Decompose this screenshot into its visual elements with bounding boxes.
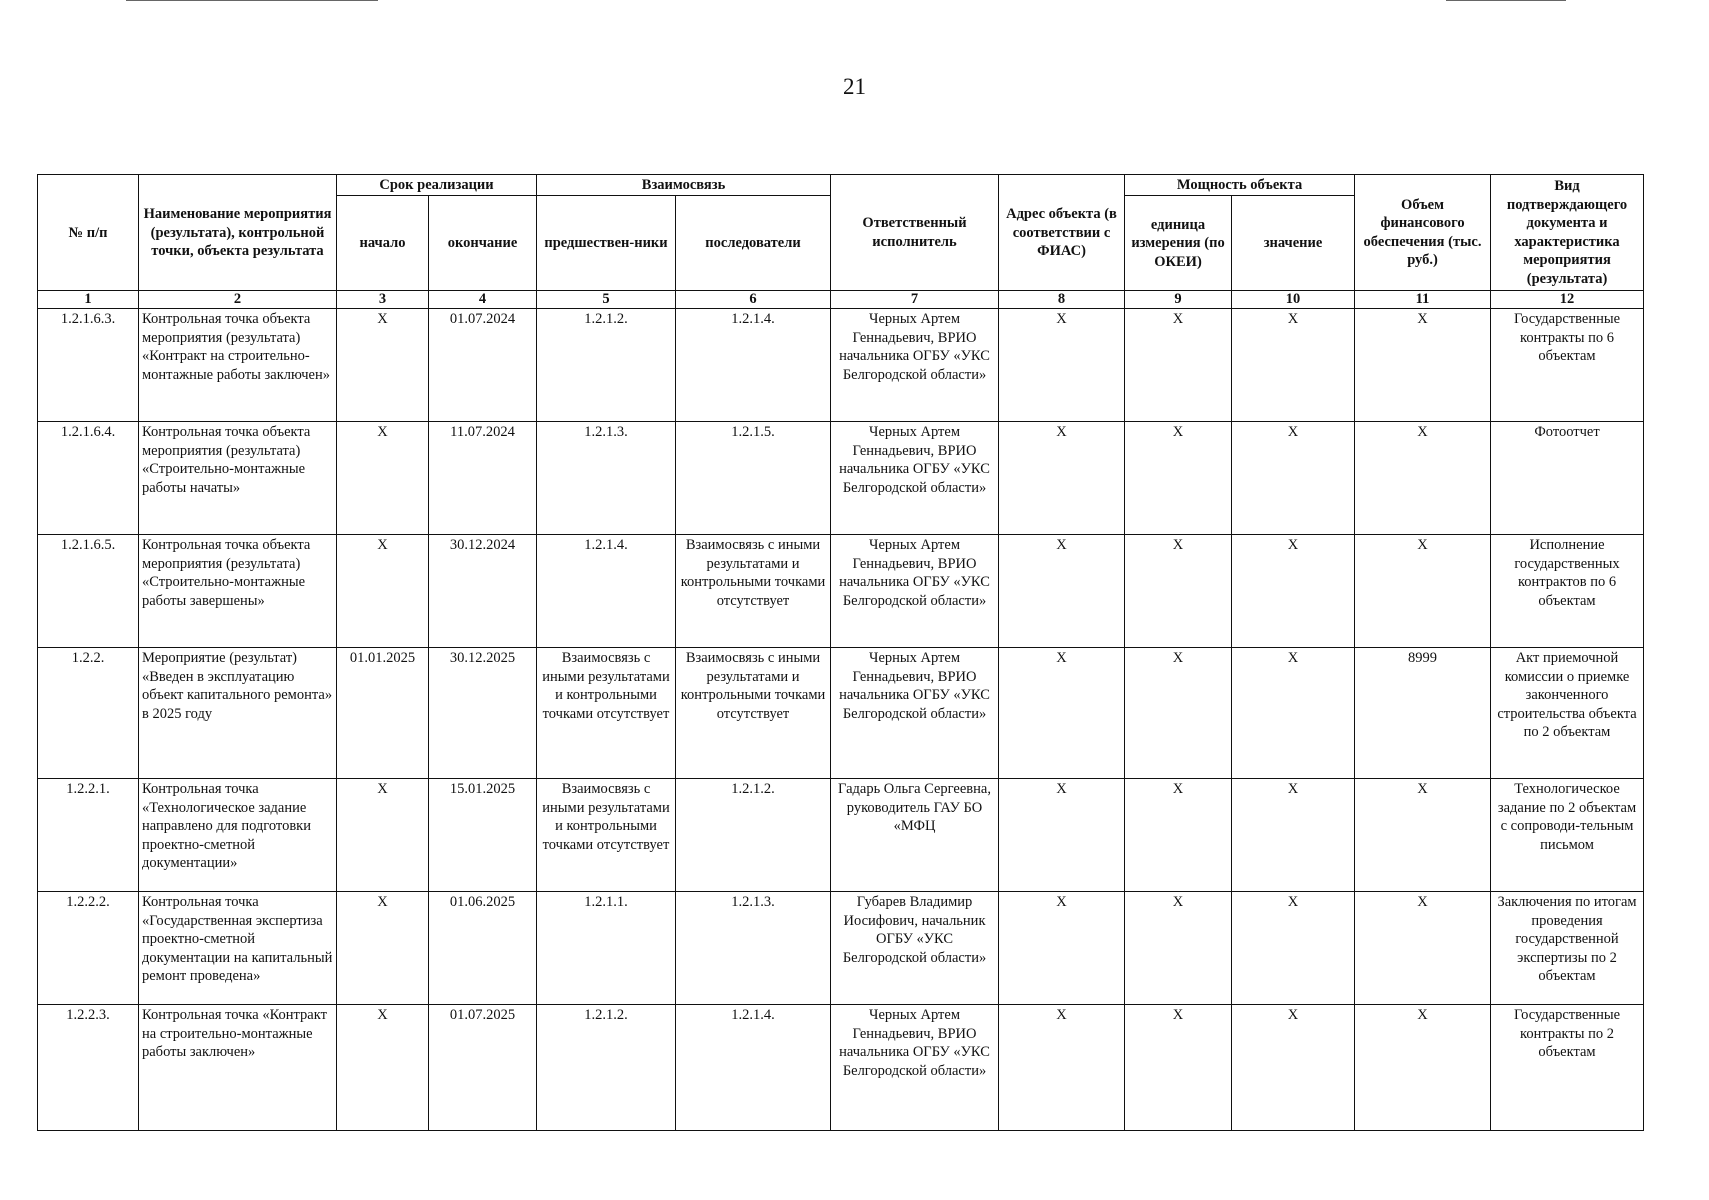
cell-end: 15.01.2025 [429, 779, 537, 892]
cell-finance: 8999 [1355, 648, 1491, 779]
cell-finance: X [1355, 1005, 1491, 1131]
cell-address: X [999, 648, 1125, 779]
column-number: 5 [537, 291, 676, 309]
cell-responsible: Черных Артем Геннадьевич, ВРИО начальника ОГБУ «УКС Белгородской области» [831, 648, 999, 779]
table-row [38, 1005, 1644, 1131]
cell-end: 11.07.2024 [429, 422, 537, 535]
cell-value: X [1232, 648, 1355, 779]
cell-start: X [337, 779, 429, 892]
cell-start: 01.01.2025 [337, 648, 429, 779]
cell-responsible: Черных Артем Геннадьевич, ВРИО начальника ОГБУ «УКС Белгородской области» [831, 1005, 999, 1131]
cell-finance: X [1355, 422, 1491, 535]
header-value: значение [1232, 196, 1355, 291]
column-number: 11 [1355, 291, 1491, 309]
cell-unit: X [1125, 892, 1232, 1005]
header-address: Адрес объекта (в соответствии с ФИАС) [999, 175, 1125, 291]
cell-address: X [999, 892, 1125, 1005]
cell-predecessors: Взаимосвязь с иными результатами и контрольными точками отсутствует [537, 648, 676, 779]
header-responsible: Ответственный исполнитель [831, 175, 999, 291]
table-row [38, 422, 1644, 535]
header-name: Наименование мероприятия (результата), контрольной точки, объекта результата [139, 175, 337, 291]
cell-responsible: Черных Артем Геннадьевич, ВРИО начальника ОГБУ «УКС Белгородской области» [831, 535, 999, 648]
cell-finance: X [1355, 309, 1491, 422]
cell-predecessors: Взаимосвязь с иными результатами и контрольными точками отсутствует [537, 779, 676, 892]
cell-start: X [337, 892, 429, 1005]
cell-name: Контрольная точка объекта мероприятия (результата) «Контракт на строительно-монтажные работы заключен» [139, 309, 337, 422]
cell-end: 30.12.2025 [429, 648, 537, 779]
cell-number: 1.2.2.1. [38, 779, 139, 892]
table-row [38, 648, 1644, 779]
cell-predecessors: 1.2.1.4. [537, 535, 676, 648]
cell-address: X [999, 422, 1125, 535]
cell-successors: 1.2.1.3. [676, 892, 831, 1005]
column-number: 10 [1232, 291, 1355, 309]
cell-predecessors: 1.2.1.2. [537, 1005, 676, 1131]
cell-predecessors: 1.2.1.2. [537, 309, 676, 422]
cell-value: X [1232, 535, 1355, 648]
cell-number: 1.2.1.6.3. [38, 309, 139, 422]
header-start: начало [337, 196, 429, 291]
cell-document: Исполнение государственных контрактов по 6 объектам [1491, 535, 1644, 648]
cell-document: Технологическое задание по 2 объектам с сопроводи-тельным письмом [1491, 779, 1644, 892]
page-number: 21 [843, 74, 866, 99]
column-number: 3 [337, 291, 429, 309]
header-period: Срок реализации [337, 175, 537, 196]
cell-unit: X [1125, 779, 1232, 892]
cell-predecessors: 1.2.1.1. [537, 892, 676, 1005]
table-row [38, 535, 1644, 648]
cell-document: Заключения по итогам проведения государственной экспертизы по 2 объектам [1491, 892, 1644, 1005]
cell-name: Контрольная точка объекта мероприятия (результата) «Строительно-монтажные работы начаты» [139, 422, 337, 535]
cell-unit: X [1125, 309, 1232, 422]
cell-start: X [337, 535, 429, 648]
cell-number: 1.2.2. [38, 648, 139, 779]
cell-address: X [999, 1005, 1125, 1131]
header-predecessors: предшествен-ники [537, 196, 676, 291]
column-number: 9 [1125, 291, 1232, 309]
cell-name: Контрольная точка «Технологическое задание направлено для подготовки проектно-сметной документации» [139, 779, 337, 892]
cell-responsible: Губарев Владимир Иосифович, начальник ОГБУ «УКС Белгородской области» [831, 892, 999, 1005]
cell-unit: X [1125, 648, 1232, 779]
cell-name: Контрольная точка «Государственная экспертиза проектно-сметной документации на капитальный ремонт проведена» [139, 892, 337, 1005]
header-end: окончание [429, 196, 537, 291]
header-finance: Объем финансового обеспечения (тыс. руб.) [1355, 175, 1491, 291]
cell-name: Контрольная точка объекта мероприятия (результата) «Строительно-монтажные работы завершены» [139, 535, 337, 648]
cell-finance: X [1355, 892, 1491, 1005]
table-row [38, 309, 1644, 422]
cell-number: 1.2.2.2. [38, 892, 139, 1005]
table-row [38, 779, 1644, 892]
cell-start: X [337, 422, 429, 535]
cell-value: X [1232, 892, 1355, 1005]
column-number: 8 [999, 291, 1125, 309]
cell-responsible: Черных Артем Геннадьевич, ВРИО начальника ОГБУ «УКС Белгородской области» [831, 422, 999, 535]
cell-successors: Взаимосвязь с иными результатами и контрольными точками отсутствует [676, 535, 831, 648]
table-header [38, 175, 1644, 309]
cell-responsible: Черных Артем Геннадьевич, ВРИО начальника ОГБУ «УКС Белгородской области» [831, 309, 999, 422]
cell-responsible: Гадарь Ольга Сергеевна, руководитель ГАУ БО «МФЦ [831, 779, 999, 892]
top-rule-right [1446, 0, 1566, 1]
column-number: 1 [38, 291, 139, 309]
activity-plan-table [37, 174, 1644, 1131]
top-rule-left [126, 0, 378, 1]
cell-end: 01.07.2025 [429, 1005, 537, 1131]
cell-value: X [1232, 309, 1355, 422]
cell-finance: X [1355, 535, 1491, 648]
table-body [38, 309, 1644, 1131]
cell-successors: Взаимосвязь с иными результатами и контрольными точками отсутствует [676, 648, 831, 779]
column-number: 7 [831, 291, 999, 309]
cell-end: 30.12.2024 [429, 535, 537, 648]
cell-document: Фотоотчет [1491, 422, 1644, 535]
cell-document: Государственные контракты по 6 объектам [1491, 309, 1644, 422]
cell-start: X [337, 1005, 429, 1131]
cell-successors: 1.2.1.5. [676, 422, 831, 535]
column-number: 2 [139, 291, 337, 309]
header-num: № п/п [38, 175, 139, 291]
cell-name: Мероприятие (результат) «Введен в эксплуатацию объект капитального ремонта» в 2025 году [139, 648, 337, 779]
column-number: 6 [676, 291, 831, 309]
cell-number: 1.2.2.3. [38, 1005, 139, 1131]
cell-number: 1.2.1.6.4. [38, 422, 139, 535]
cell-successors: 1.2.1.4. [676, 309, 831, 422]
cell-number: 1.2.1.6.5. [38, 535, 139, 648]
header-successors: последователи [676, 196, 831, 291]
header-document: Вид подтверждающего документа и характеристика мероприятия (результата) [1491, 175, 1644, 291]
cell-end: 01.06.2025 [429, 892, 537, 1005]
column-number: 4 [429, 291, 537, 309]
header-relation: Взаимосвязь [537, 175, 831, 196]
cell-unit: X [1125, 1005, 1232, 1131]
cell-unit: X [1125, 422, 1232, 535]
column-number: 12 [1491, 291, 1644, 309]
header-unit: единица измерения (по ОКЕИ) [1125, 196, 1232, 291]
cell-address: X [999, 779, 1125, 892]
cell-predecessors: 1.2.1.3. [537, 422, 676, 535]
header-capacity: Мощность объекта [1125, 175, 1355, 196]
cell-successors: 1.2.1.2. [676, 779, 831, 892]
cell-document: Государственные контракты по 2 объектам [1491, 1005, 1644, 1131]
table-row [38, 892, 1644, 1005]
cell-value: X [1232, 1005, 1355, 1131]
cell-name: Контрольная точка «Контракт на строительно-монтажные работы заключен» [139, 1005, 337, 1131]
cell-document: Акт приемочной комиссии о приемке законченного строительства объекта по 2 объектам [1491, 648, 1644, 779]
cell-address: X [999, 535, 1125, 648]
cell-start: X [337, 309, 429, 422]
cell-unit: X [1125, 535, 1232, 648]
cell-end: 01.07.2024 [429, 309, 537, 422]
cell-finance: X [1355, 779, 1491, 892]
cell-value: X [1232, 422, 1355, 535]
cell-address: X [999, 309, 1125, 422]
cell-successors: 1.2.1.4. [676, 1005, 831, 1131]
cell-value: X [1232, 779, 1355, 892]
